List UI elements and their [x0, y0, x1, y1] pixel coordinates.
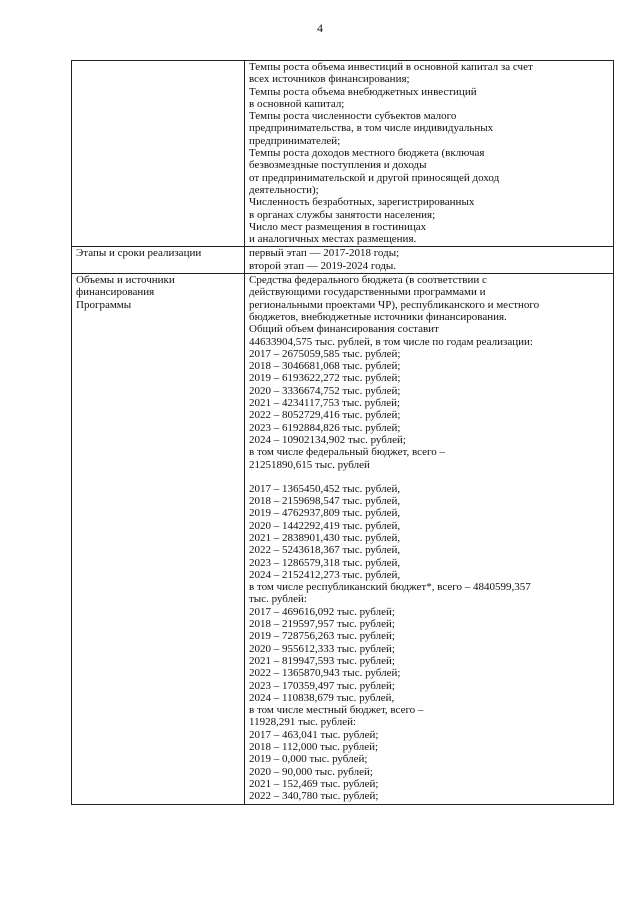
- content-line: безвозмездные поступления и доходы: [249, 159, 427, 172]
- content-line: 2017 – 463,041 тыс. рублей;: [249, 728, 379, 741]
- label-line: Объемы и источники: [76, 274, 175, 287]
- content-line: 11928,291 тыс. рублей:: [249, 716, 357, 729]
- table-row: [72, 274, 614, 804]
- row-label-cell: [72, 247, 245, 274]
- content-line: 44633904,575 тыс. рублей, в том числе по годам реализации:: [249, 335, 533, 348]
- content-line: 2024 – 2152412,273 тыс. рублей,: [249, 568, 401, 581]
- content-line: 2023 – 170359,497 тыс. рублей;: [249, 679, 395, 692]
- content-line: в том числе федеральный бюджет, всего –: [249, 446, 445, 459]
- content-line: 2018 – 3046681,068 тыс. рублей;: [249, 360, 401, 373]
- content-line: 2022 – 8052729,416 тыс. рублей;: [249, 409, 401, 422]
- content-line: 2022 – 5243618,367 тыс. рублей,: [249, 544, 401, 557]
- content-line: второй этап — 2019-2024 годы.: [249, 259, 397, 272]
- content-line: 2024 – 10902134,902 тыс. рублей;: [249, 433, 406, 446]
- content-line: Темпы роста доходов местного бюджета (включая: [249, 147, 485, 160]
- page-number: 4: [317, 21, 323, 35]
- content-line: первый этап — 2017-2018 годы;: [249, 247, 400, 260]
- content-line: Численность безработных, зарегистрированных: [249, 196, 475, 209]
- content-line: в том числе местный бюджет, всего –: [249, 704, 424, 717]
- label-line: финансирования: [76, 286, 155, 299]
- content-line: 2019 – 728756,263 тыс. рублей;: [249, 630, 395, 643]
- content-line: 2018 – 112,000 тыс. рублей;: [249, 741, 379, 754]
- content-line: 2020 – 1442292,419 тыс. рублей,: [249, 519, 401, 532]
- content-line: 2017 – 2675059,585 тыс. рублей;: [249, 347, 401, 360]
- content-line: от предпринимательской и другой приносящей доход: [249, 171, 500, 184]
- program-passport-table: [71, 60, 614, 805]
- content-line: Средства федерального бюджета (в соответствии с: [249, 274, 487, 287]
- content-line: Число мест размещения в гостиницах: [249, 220, 427, 233]
- row-label-cell: [72, 274, 245, 804]
- content-line: 2022 – 1365870,943 тыс. рублей;: [249, 667, 401, 680]
- content-line: предпринимателей;: [249, 134, 341, 147]
- content-line: всех источников финансирования;: [249, 73, 410, 86]
- content-line: 2018 – 2159698,547 тыс. рублей,: [249, 495, 401, 508]
- content-line: 2020 – 3336674,752 тыс. рублей;: [249, 384, 401, 397]
- row-content-cell: [245, 247, 614, 274]
- content-line: 21251890,615 тыс. рублей: [249, 458, 370, 471]
- content-line: 2021 – 819947,593 тыс. рублей;: [249, 654, 395, 667]
- content-line: 2019 – 0,000 тыс. рублей;: [249, 753, 368, 766]
- content-line: деятельности);: [249, 183, 319, 196]
- content-line: 2017 – 469616,092 тыс. рублей;: [249, 605, 395, 618]
- content-line: предпринимательства, в том числе индивидуальных: [249, 122, 494, 135]
- content-line: 2023 – 6192884,826 тыс. рублей;: [249, 421, 401, 434]
- content-line: тыс. рублей:: [249, 593, 307, 606]
- content-line: Темпы роста объема инвестиций в основной капитал за счет: [249, 61, 533, 73]
- blank-line: [249, 471, 610, 483]
- row-label-cell: [72, 61, 245, 247]
- content-line: 2022 – 340,780 тыс. рублей;: [249, 790, 379, 803]
- content-line: 2018 – 219597,957 тыс. рублей;: [249, 618, 395, 631]
- content-line: в том числе республиканский бюджет*, всего – 4840599,357: [249, 581, 531, 594]
- content-line: 2017 – 1365450,452 тыс. рублей,: [249, 482, 401, 495]
- content-line: действующими государственными программами и: [249, 286, 486, 299]
- content-line: 2021 – 2838901,430 тыс. рублей,: [249, 531, 401, 544]
- label-line: Программы: [76, 298, 132, 311]
- content-line: и аналогичных местах размещения.: [249, 233, 417, 246]
- content-line: 2019 – 4762937,809 тыс. рублей,: [249, 507, 401, 520]
- content-line: 2024 – 110838,679 тыс. рублей,: [249, 691, 395, 704]
- content-line: 2019 – 6193622,272 тыс. рублей;: [249, 372, 401, 385]
- content-line: Темпы роста численности субъектов малого: [249, 110, 457, 123]
- content-line: 2023 – 1286579,318 тыс. рублей,: [249, 556, 401, 569]
- content-line: 2021 – 4234117,753 тыс. рублей;: [249, 397, 401, 410]
- row-content-cell: [245, 61, 614, 247]
- content-line: Общий объем финансирования составит: [249, 323, 439, 336]
- table-row: [72, 247, 614, 274]
- content-line: бюджетов, внебюджетные источники финансирования.: [249, 310, 507, 323]
- content-line: Темпы роста объема внебюджетных инвестиций: [249, 85, 477, 98]
- content-line: в основной капитал;: [249, 97, 345, 110]
- label-line: Этапы и сроки реализации: [76, 247, 202, 260]
- content-line: региональными проектами ЧР), республиканского и местного: [249, 298, 540, 311]
- row-content-cell: [245, 274, 614, 804]
- content-line: 2020 – 955612,333 тыс. рублей;: [249, 642, 395, 655]
- content-line: 2020 – 90,000 тыс. рублей;: [249, 765, 373, 778]
- content-line: 2021 – 152,469 тыс. рублей;: [249, 777, 379, 790]
- table-row: [72, 61, 614, 247]
- content-line: в органах службы занятости населения;: [249, 208, 436, 221]
